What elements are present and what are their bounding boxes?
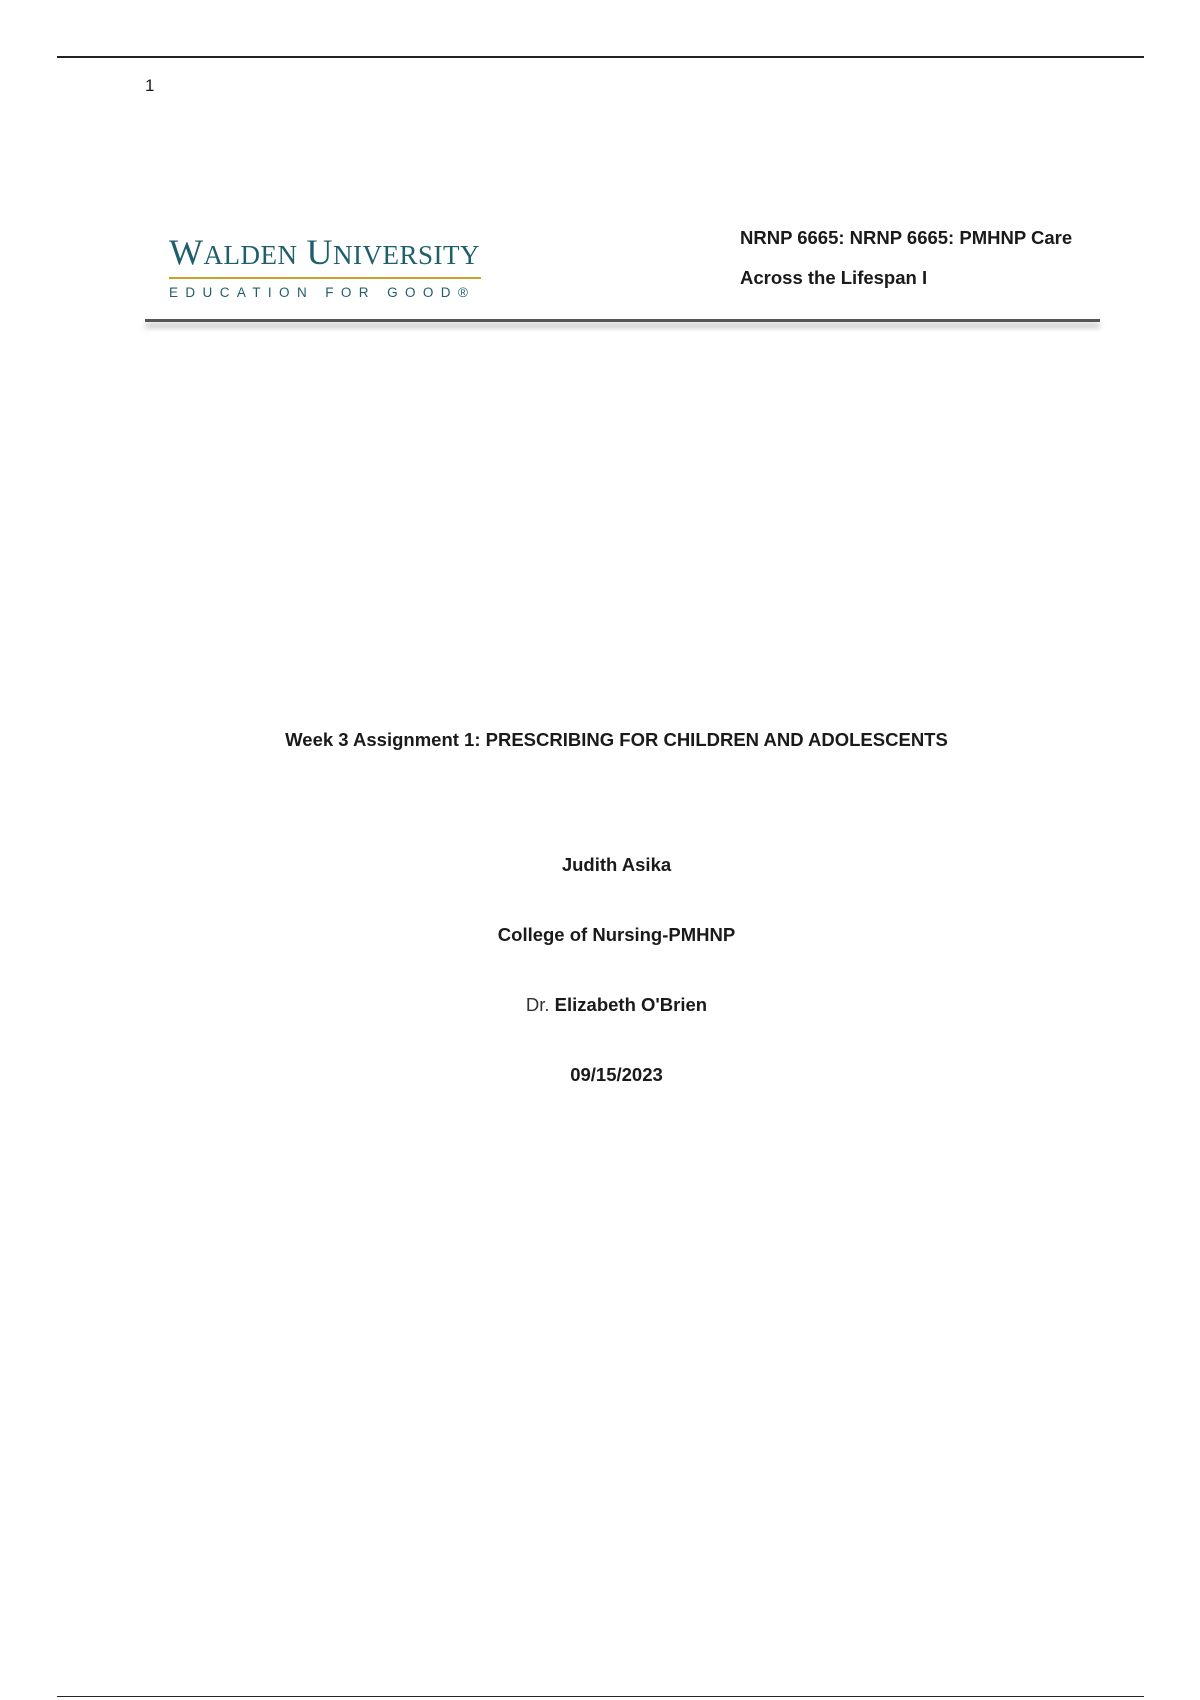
logo-gold-rule <box>169 277 481 279</box>
walden-university-logo <box>169 234 489 300</box>
page-top-rule <box>57 56 1144 58</box>
page-number: 1 <box>145 76 155 95</box>
course-title <box>740 218 1110 298</box>
instructor-name <box>0 994 1200 1016</box>
course-title-line-1: NRNP 6665: NRNP 6665: PMHNP Care <box>740 227 1073 248</box>
submission-date: 09/15/2023 <box>570 1064 663 1085</box>
assignment-title: Week 3 Assignment 1: PRESCRIBING FOR CHILDREN AND ADOLESCENTS <box>285 729 948 750</box>
header-divider <box>145 319 1100 322</box>
logo-wordmark: WALDEN UNIVERSITY <box>169 232 480 272</box>
author-name: Judith Asika <box>561 854 672 875</box>
instructor-prefix: Dr. <box>525 994 550 1015</box>
college-name: College of Nursing-PMHNP <box>497 924 736 945</box>
instructor-full-name: Elizabeth O'Brien <box>554 994 708 1015</box>
page-bottom-rule <box>57 1696 1144 1697</box>
course-title-line-2: Across the Lifespan I <box>740 267 928 288</box>
logo-tagline: EDUCATION FOR GOOD® <box>169 285 476 300</box>
document-header <box>145 210 1100 330</box>
